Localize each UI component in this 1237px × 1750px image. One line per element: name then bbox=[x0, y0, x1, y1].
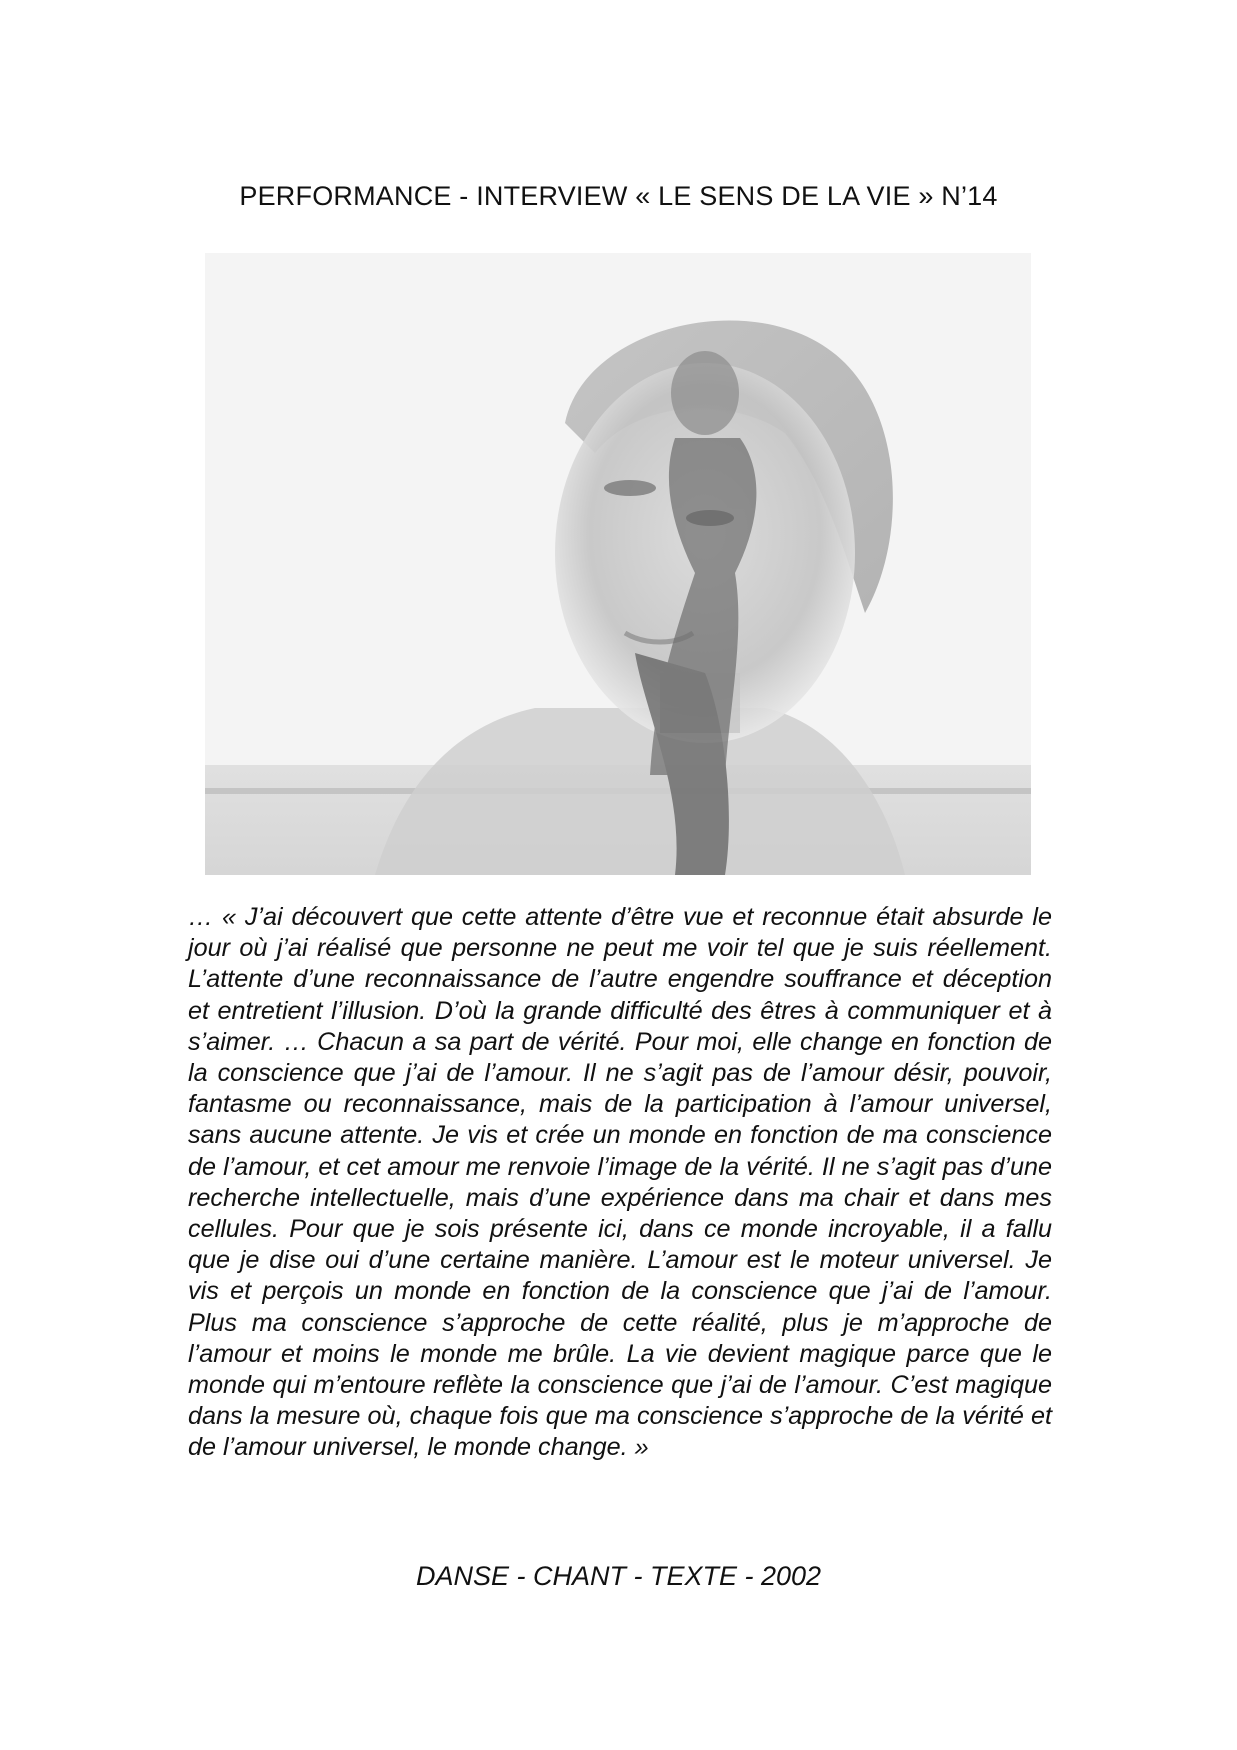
interview-quote: … « J’ai découvert que cette attente d’être vue et reconnue était absurde le jour où j’ai réalisé que personne ne peut me voir tel que je suis réellement. L’attente d’une reconnaissance de l’autre engendre souffrance et déception et entretient l’illusion. D’où la grande difficulté des êtres à communiquer et à s’aimer. … Chacun a sa part de vérité. Pour moi, elle change en fonction de la conscience que j’ai de l’amour. Il ne s’agit pas de l’amour désir, pouvoir, fantasme ou reconnaissance, mais de la participation à l’amour universel, sans aucune attente. Je vis et crée un monde en fonction de ma conscience de l’amour, et cet amour me renvoie l’image de la vérité. Il ne s’agit pas d’une recherche intellectuelle, mais d’une expérience dans ma chair et dans mes cellules. Pour que je sois présente ici, dans ce monde incroyable, il a fallu que je dise oui d’une certaine manière. L’amour est le moteur universel. Je vis et perçois un monde en fonction de la conscience que j’ai de l’amour. Plus ma conscience s’approche de cette réalité, plus je m’approche de l’amour et moins le monde me brûle. La vie devient magique parce que le monde qui m’entoure reflète la conscience que j’ai de l’amour. C’est magique dans la mesure où, chaque fois que ma conscience s’approche de la vérité et de l’amour universel, le monde change. » bbox=[188, 903, 1052, 1462]
page-title: PERFORMANCE - INTERVIEW « LE SENS DE LA VIE » N’14 bbox=[239, 181, 998, 211]
double-exposure-portrait-icon bbox=[205, 253, 1031, 875]
footer-caption: DANSE - CHANT - TEXTE - 2002 bbox=[415, 1561, 822, 1591]
portrait-photo bbox=[205, 253, 1031, 875]
